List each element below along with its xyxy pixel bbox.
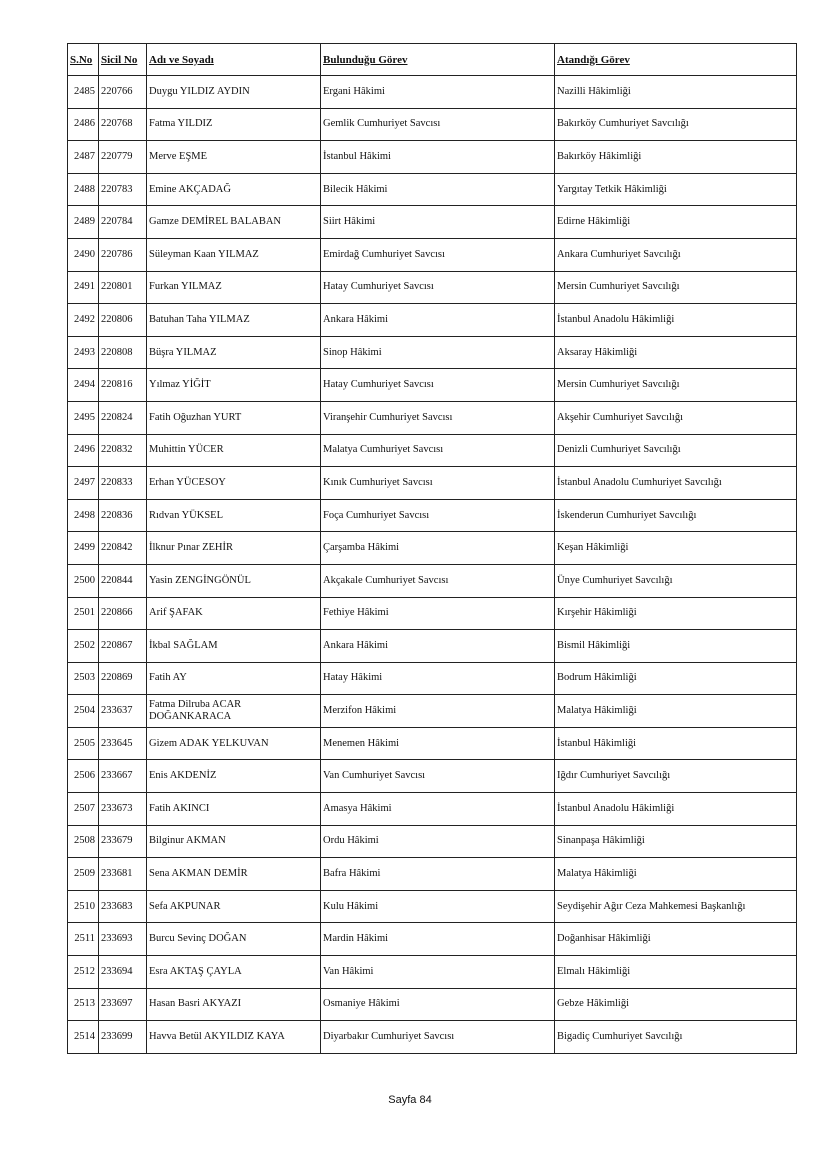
- row-current-post: Foça Cumhuriyet Savcısı: [321, 499, 555, 532]
- row-sicil-no: 220783: [99, 173, 147, 206]
- header-name: Adı ve Soyadı: [147, 44, 321, 76]
- table-row: [68, 564, 797, 597]
- row-sno: 2503: [68, 662, 99, 695]
- row-sicil-no: 220867: [99, 630, 147, 663]
- row-current-post: Siirt Hâkimi: [321, 206, 555, 239]
- row-assigned-post: İstanbul Anadolu Hâkimliği: [555, 793, 797, 826]
- row-sicil-no: 233693: [99, 923, 147, 956]
- row-sicil-no: 220816: [99, 369, 147, 402]
- row-current-post: Menemen Hâkimi: [321, 727, 555, 760]
- row-sicil-no: 220836: [99, 499, 147, 532]
- table-row: [68, 727, 797, 760]
- table-row: [68, 206, 797, 239]
- row-current-post: Amasya Hâkimi: [321, 793, 555, 826]
- row-name: Yılmaz YİĞİT: [147, 369, 321, 402]
- row-name: Gamze DEMİREL BALABAN: [147, 206, 321, 239]
- row-assigned-post: Bakırköy Cumhuriyet Savcılığı: [555, 108, 797, 141]
- row-sicil-no: 233694: [99, 956, 147, 989]
- row-sno: 2506: [68, 760, 99, 793]
- table-row: [68, 401, 797, 434]
- row-sno: 2502: [68, 630, 99, 663]
- row-sno: 2492: [68, 304, 99, 337]
- row-current-post: İstanbul Hâkimi: [321, 141, 555, 174]
- row-current-post: Bafra Hâkimi: [321, 858, 555, 891]
- row-name: Yasin ZENGİNGÖNÜL: [147, 564, 321, 597]
- page-number: Sayfa 84: [388, 1094, 432, 1106]
- row-current-post: Malatya Cumhuriyet Savcısı: [321, 434, 555, 467]
- row-name: Havva Betül AKYILDIZ KAYA: [147, 1021, 321, 1054]
- row-name: İlknur Pınar ZEHİR: [147, 532, 321, 565]
- row-sicil-no: 220768: [99, 108, 147, 141]
- row-name: Arif ŞAFAK: [147, 597, 321, 630]
- row-assigned-post: Bismil Hâkimliği: [555, 630, 797, 663]
- table-row: [68, 793, 797, 826]
- row-assigned-post: İstanbul Anadolu Cumhuriyet Savcılığı: [555, 467, 797, 500]
- table-row: [68, 467, 797, 500]
- row-current-post: Kulu Hâkimi: [321, 890, 555, 923]
- row-name: Enis AKDENİZ: [147, 760, 321, 793]
- row-assigned-post: Iğdır Cumhuriyet Savcılığı: [555, 760, 797, 793]
- row-current-post: Hatay Cumhuriyet Savcısı: [321, 369, 555, 402]
- row-current-post: Ankara Hâkimi: [321, 304, 555, 337]
- row-assigned-post: Edirne Hâkimliği: [555, 206, 797, 239]
- table-row: [68, 1021, 797, 1054]
- table-row: [68, 597, 797, 630]
- table-row: [68, 141, 797, 174]
- row-current-post: Mardin Hâkimi: [321, 923, 555, 956]
- row-assigned-post: İstanbul Hâkimliği: [555, 727, 797, 760]
- header-assigned-post: Atandığı Görev: [555, 44, 797, 76]
- row-sicil-no: 233697: [99, 988, 147, 1021]
- row-sicil-no: 220866: [99, 597, 147, 630]
- row-assigned-post: Sinanpaşa Hâkimliği: [555, 825, 797, 858]
- row-current-post: Van Hâkimi: [321, 956, 555, 989]
- row-sno: 2498: [68, 499, 99, 532]
- row-sicil-no: 220784: [99, 206, 147, 239]
- row-assigned-post: Nazilli Hâkimliği: [555, 76, 797, 109]
- row-sno: 2490: [68, 238, 99, 271]
- row-sicil-no: 233667: [99, 760, 147, 793]
- row-sno: 2494: [68, 369, 99, 402]
- row-current-post: Akçakale Cumhuriyet Savcısı: [321, 564, 555, 597]
- row-name: Fatih Oğuzhan YURT: [147, 401, 321, 434]
- row-sno: 2513: [68, 988, 99, 1021]
- row-sno: 2499: [68, 532, 99, 565]
- row-sicil-no: 220801: [99, 271, 147, 304]
- table-row: [68, 336, 797, 369]
- row-sno: 2512: [68, 956, 99, 989]
- row-sno: 2491: [68, 271, 99, 304]
- row-sicil-no: 220833: [99, 467, 147, 500]
- row-sno: 2493: [68, 336, 99, 369]
- row-name: Furkan YILMAZ: [147, 271, 321, 304]
- table-row: [68, 532, 797, 565]
- row-sno: 2496: [68, 434, 99, 467]
- row-assigned-post: Seydişehir Ağır Ceza Mahkemesi Başkanlığı: [555, 890, 797, 923]
- row-assigned-post: Bigadiç Cumhuriyet Savcılığı: [555, 1021, 797, 1054]
- row-assigned-post: Ankara Cumhuriyet Savcılığı: [555, 238, 797, 271]
- row-sicil-no: 233679: [99, 825, 147, 858]
- table-row: [68, 890, 797, 923]
- row-current-post: Van Cumhuriyet Savcısı: [321, 760, 555, 793]
- row-current-post: Ankara Hâkimi: [321, 630, 555, 663]
- row-sicil-no: 233673: [99, 793, 147, 826]
- row-name: Fatih AKINCI: [147, 793, 321, 826]
- table-row: [68, 108, 797, 141]
- row-assigned-post: Yargıtay Tetkik Hâkimliği: [555, 173, 797, 206]
- row-name: Rıdvan YÜKSEL: [147, 499, 321, 532]
- row-current-post: Sinop Hâkimi: [321, 336, 555, 369]
- row-assigned-post: İskenderun Cumhuriyet Savcılığı: [555, 499, 797, 532]
- row-name: Bilginur AKMAN: [147, 825, 321, 858]
- row-assigned-post: Akşehir Cumhuriyet Savcılığı: [555, 401, 797, 434]
- table-header-row: [68, 44, 797, 76]
- table-row: [68, 434, 797, 467]
- row-assigned-post: Doğanhisar Hâkimliği: [555, 923, 797, 956]
- row-name: Fatma YILDIZ: [147, 108, 321, 141]
- table-row: [68, 499, 797, 532]
- row-sicil-no: 233683: [99, 890, 147, 923]
- table-row: [68, 304, 797, 337]
- row-current-post: Ergani Hâkimi: [321, 76, 555, 109]
- row-name: Gizem ADAK YELKUVAN: [147, 727, 321, 760]
- row-sno: 2511: [68, 923, 99, 956]
- header-sno: S.No: [68, 44, 99, 76]
- table-row: [68, 369, 797, 402]
- row-sicil-no: 220806: [99, 304, 147, 337]
- row-name: İkbal SAĞLAM: [147, 630, 321, 663]
- row-sicil-no: 220844: [99, 564, 147, 597]
- row-sicil-no: 220824: [99, 401, 147, 434]
- row-current-post: Ordu Hâkimi: [321, 825, 555, 858]
- row-current-post: Kınık Cumhuriyet Savcısı: [321, 467, 555, 500]
- row-name: Muhittin YÜCER: [147, 434, 321, 467]
- table-row: [68, 825, 797, 858]
- row-assigned-post: Denizli Cumhuriyet Savcılığı: [555, 434, 797, 467]
- row-current-post: Emirdağ Cumhuriyet Savcısı: [321, 238, 555, 271]
- table-row: [68, 238, 797, 271]
- table-row: [68, 988, 797, 1021]
- row-name: Duygu YILDIZ AYDIN: [147, 76, 321, 109]
- table-row: [68, 662, 797, 695]
- row-sicil-no: 233645: [99, 727, 147, 760]
- row-assigned-post: Kırşehir Hâkimliği: [555, 597, 797, 630]
- row-sno: 2508: [68, 825, 99, 858]
- row-current-post: Merzifon Hâkimi: [321, 695, 555, 728]
- row-current-post: Diyarbakır Cumhuriyet Savcısı: [321, 1021, 555, 1054]
- row-current-post: Hatay Hâkimi: [321, 662, 555, 695]
- table-body: [68, 76, 797, 1054]
- row-name: Erhan YÜCESOY: [147, 467, 321, 500]
- row-sno: 2489: [68, 206, 99, 239]
- table-row: [68, 956, 797, 989]
- table-row: [68, 76, 797, 109]
- row-assigned-post: Aksaray Hâkimliği: [555, 336, 797, 369]
- row-sno: 2504: [68, 695, 99, 728]
- row-assigned-post: Bakırköy Hâkimliği: [555, 141, 797, 174]
- row-assigned-post: Malatya Hâkimliği: [555, 695, 797, 728]
- row-assigned-post: İstanbul Anadolu Hâkimliği: [555, 304, 797, 337]
- row-sno: 2487: [68, 141, 99, 174]
- row-name: Süleyman Kaan YILMAZ: [147, 238, 321, 271]
- table-row: [68, 760, 797, 793]
- row-sno: 2486: [68, 108, 99, 141]
- row-sno: 2514: [68, 1021, 99, 1054]
- row-name: Batuhan Taha YILMAZ: [147, 304, 321, 337]
- row-name: Hasan Basri AKYAZI: [147, 988, 321, 1021]
- row-name: Sena AKMAN DEMİR: [147, 858, 321, 891]
- table-row: [68, 271, 797, 304]
- row-assigned-post: Bodrum Hâkimliği: [555, 662, 797, 695]
- row-sno: 2485: [68, 76, 99, 109]
- row-assigned-post: Ünye Cumhuriyet Savcılığı: [555, 564, 797, 597]
- row-name: Fatma Dilruba ACAR DOĞANKARACA: [147, 695, 321, 728]
- row-sicil-no: 220786: [99, 238, 147, 271]
- row-current-post: Viranşehir Cumhuriyet Savcısı: [321, 401, 555, 434]
- row-sno: 2510: [68, 890, 99, 923]
- table-row: [68, 923, 797, 956]
- table-row: [68, 695, 797, 728]
- row-current-post: Fethiye Hâkimi: [321, 597, 555, 630]
- row-current-post: Osmaniye Hâkimi: [321, 988, 555, 1021]
- row-assigned-post: Mersin Cumhuriyet Savcılığı: [555, 369, 797, 402]
- table-row: [68, 173, 797, 206]
- row-name: Büşra YILMAZ: [147, 336, 321, 369]
- row-sno: 2505: [68, 727, 99, 760]
- row-sno: 2509: [68, 858, 99, 891]
- row-current-post: Çarşamba Hâkimi: [321, 532, 555, 565]
- row-sno: 2507: [68, 793, 99, 826]
- header-current-post: Bulunduğu Görev: [321, 44, 555, 76]
- header-sicil-no: Sicil No: [99, 44, 147, 76]
- table-row: [68, 630, 797, 663]
- row-assigned-post: Gebze Hâkimliği: [555, 988, 797, 1021]
- row-current-post: Bilecik Hâkimi: [321, 173, 555, 206]
- row-assigned-post: Elmalı Hâkimliği: [555, 956, 797, 989]
- row-assigned-post: Mersin Cumhuriyet Savcılığı: [555, 271, 797, 304]
- row-sno: 2495: [68, 401, 99, 434]
- row-sno: 2497: [68, 467, 99, 500]
- appointment-table: [67, 43, 797, 1054]
- row-sicil-no: 233681: [99, 858, 147, 891]
- row-assigned-post: Keşan Hâkimliği: [555, 532, 797, 565]
- row-sicil-no: 220766: [99, 76, 147, 109]
- row-name: Esra AKTAŞ ÇAYLA: [147, 956, 321, 989]
- row-name: Fatih AY: [147, 662, 321, 695]
- row-sicil-no: 233637: [99, 695, 147, 728]
- row-current-post: Gemlik Cumhuriyet Savcısı: [321, 108, 555, 141]
- row-sicil-no: 220842: [99, 532, 147, 565]
- table-row: [68, 858, 797, 891]
- row-assigned-post: Malatya Hâkimliği: [555, 858, 797, 891]
- row-sicil-no: 220832: [99, 434, 147, 467]
- row-name: Sefa AKPUNAR: [147, 890, 321, 923]
- row-sicil-no: 233699: [99, 1021, 147, 1054]
- row-sno: 2501: [68, 597, 99, 630]
- row-name: Emine AKÇADAĞ: [147, 173, 321, 206]
- row-sno: 2488: [68, 173, 99, 206]
- row-name: Merve EŞME: [147, 141, 321, 174]
- row-current-post: Hatay Cumhuriyet Savcısı: [321, 271, 555, 304]
- row-sno: 2500: [68, 564, 99, 597]
- row-sicil-no: 220869: [99, 662, 147, 695]
- row-sicil-no: 220779: [99, 141, 147, 174]
- row-sicil-no: 220808: [99, 336, 147, 369]
- row-name: Burcu Sevinç DOĞAN: [147, 923, 321, 956]
